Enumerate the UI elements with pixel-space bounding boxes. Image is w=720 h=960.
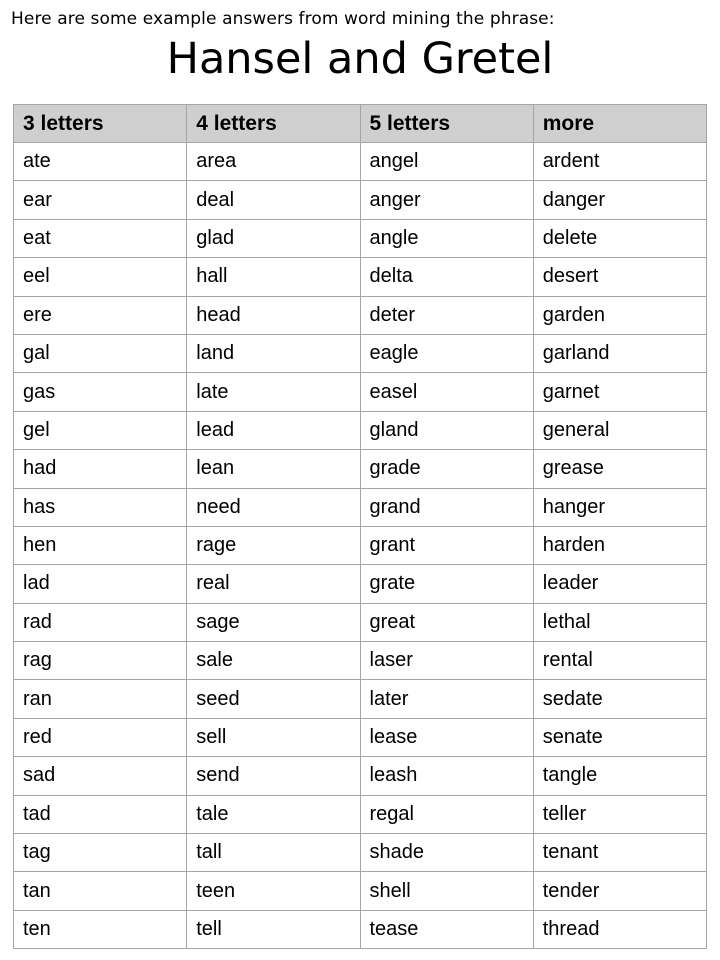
table-cell: grease bbox=[533, 450, 706, 488]
table-row bbox=[14, 910, 707, 948]
table-cell: ere bbox=[14, 296, 187, 334]
table-cell: tan bbox=[14, 872, 187, 910]
table-cell: tenant bbox=[533, 834, 706, 872]
table-cell: head bbox=[187, 296, 360, 334]
table-row bbox=[14, 565, 707, 603]
column-header: 4 letters bbox=[187, 105, 360, 143]
table-row bbox=[14, 795, 707, 833]
table-cell: land bbox=[187, 334, 360, 372]
table-row bbox=[14, 181, 707, 219]
table-cell: rental bbox=[533, 642, 706, 680]
table-cell: grate bbox=[360, 565, 533, 603]
table-cell: garland bbox=[533, 334, 706, 372]
table-row bbox=[14, 834, 707, 872]
table-cell: teller bbox=[533, 795, 706, 833]
table-cell: eagle bbox=[360, 334, 533, 372]
table-row bbox=[14, 488, 707, 526]
table-cell: leader bbox=[533, 565, 706, 603]
table-cell: deter bbox=[360, 296, 533, 334]
table-cell: great bbox=[360, 603, 533, 641]
table-cell: ardent bbox=[533, 143, 706, 181]
table-cell: rage bbox=[187, 526, 360, 564]
table-cell: danger bbox=[533, 181, 706, 219]
table-cell: tag bbox=[14, 834, 187, 872]
table-cell: grant bbox=[360, 526, 533, 564]
table-cell: tale bbox=[187, 795, 360, 833]
table-cell: delete bbox=[533, 219, 706, 257]
table-cell: lethal bbox=[533, 603, 706, 641]
table-cell: sedate bbox=[533, 680, 706, 718]
table-cell: anger bbox=[360, 181, 533, 219]
table-row bbox=[14, 757, 707, 795]
column-header: 3 letters bbox=[14, 105, 187, 143]
table-row bbox=[14, 718, 707, 756]
table-row bbox=[14, 411, 707, 449]
table-cell: lease bbox=[360, 718, 533, 756]
table-row bbox=[14, 296, 707, 334]
table-cell: ate bbox=[14, 143, 187, 181]
table-cell: lead bbox=[187, 411, 360, 449]
table-cell: teen bbox=[187, 872, 360, 910]
table-cell: senate bbox=[533, 718, 706, 756]
table-cell: hall bbox=[187, 258, 360, 296]
table-cell: tell bbox=[187, 910, 360, 948]
table-cell: need bbox=[187, 488, 360, 526]
table-cell: has bbox=[14, 488, 187, 526]
table-cell: harden bbox=[533, 526, 706, 564]
table-cell: eat bbox=[14, 219, 187, 257]
table-cell: tall bbox=[187, 834, 360, 872]
table-cell: shell bbox=[360, 872, 533, 910]
page-title: Hansel and Gretel bbox=[166, 34, 554, 84]
table-cell: tease bbox=[360, 910, 533, 948]
table-cell: ran bbox=[14, 680, 187, 718]
table-row bbox=[14, 373, 707, 411]
table-row bbox=[14, 642, 707, 680]
table-cell: hen bbox=[14, 526, 187, 564]
table-cell: ear bbox=[14, 181, 187, 219]
table-cell: sad bbox=[14, 757, 187, 795]
table-cell: had bbox=[14, 450, 187, 488]
column-header: more bbox=[533, 105, 706, 143]
table-cell: shade bbox=[360, 834, 533, 872]
table-row bbox=[14, 450, 707, 488]
table-cell: general bbox=[533, 411, 706, 449]
table-cell: sale bbox=[187, 642, 360, 680]
table-cell: angle bbox=[360, 219, 533, 257]
table-body bbox=[14, 143, 707, 949]
column-header: 5 letters bbox=[360, 105, 533, 143]
table-cell: easel bbox=[360, 373, 533, 411]
table-cell: glad bbox=[187, 219, 360, 257]
table-row bbox=[14, 219, 707, 257]
table-cell: delta bbox=[360, 258, 533, 296]
table-cell: gas bbox=[14, 373, 187, 411]
table-cell: thread bbox=[533, 910, 706, 948]
table-cell: regal bbox=[360, 795, 533, 833]
table-row bbox=[14, 143, 707, 181]
table-row bbox=[14, 603, 707, 641]
table-cell: deal bbox=[187, 181, 360, 219]
table-cell: later bbox=[360, 680, 533, 718]
table-row bbox=[14, 872, 707, 910]
table-cell: angel bbox=[360, 143, 533, 181]
table-cell: eel bbox=[14, 258, 187, 296]
table-cell: rad bbox=[14, 603, 187, 641]
table-cell: lad bbox=[14, 565, 187, 603]
table-row bbox=[14, 334, 707, 372]
table-cell: sell bbox=[187, 718, 360, 756]
table-cell: rag bbox=[14, 642, 187, 680]
table-cell: desert bbox=[533, 258, 706, 296]
table-cell: real bbox=[187, 565, 360, 603]
table-cell: late bbox=[187, 373, 360, 411]
table-cell: leash bbox=[360, 757, 533, 795]
table-cell: seed bbox=[187, 680, 360, 718]
table-cell: gland bbox=[360, 411, 533, 449]
table-cell: tender bbox=[533, 872, 706, 910]
table-cell: grade bbox=[360, 450, 533, 488]
table-cell: gel bbox=[14, 411, 187, 449]
table-cell: send bbox=[187, 757, 360, 795]
table-row bbox=[14, 526, 707, 564]
table-cell: sage bbox=[187, 603, 360, 641]
table-cell: gal bbox=[14, 334, 187, 372]
table-cell: area bbox=[187, 143, 360, 181]
table-cell: tangle bbox=[533, 757, 706, 795]
table-header-row bbox=[14, 105, 707, 143]
table-cell: red bbox=[14, 718, 187, 756]
table-cell: garden bbox=[533, 296, 706, 334]
word-table bbox=[13, 104, 707, 949]
table-cell: garnet bbox=[533, 373, 706, 411]
table-cell: ten bbox=[14, 910, 187, 948]
table-cell: laser bbox=[360, 642, 533, 680]
table-cell: lean bbox=[187, 450, 360, 488]
table-cell: hanger bbox=[533, 488, 706, 526]
table-row bbox=[14, 680, 707, 718]
table-row bbox=[14, 258, 707, 296]
table-cell: tad bbox=[14, 795, 187, 833]
intro-text: Here are some example answers from word mining the phrase: bbox=[11, 9, 555, 29]
table-cell: grand bbox=[360, 488, 533, 526]
